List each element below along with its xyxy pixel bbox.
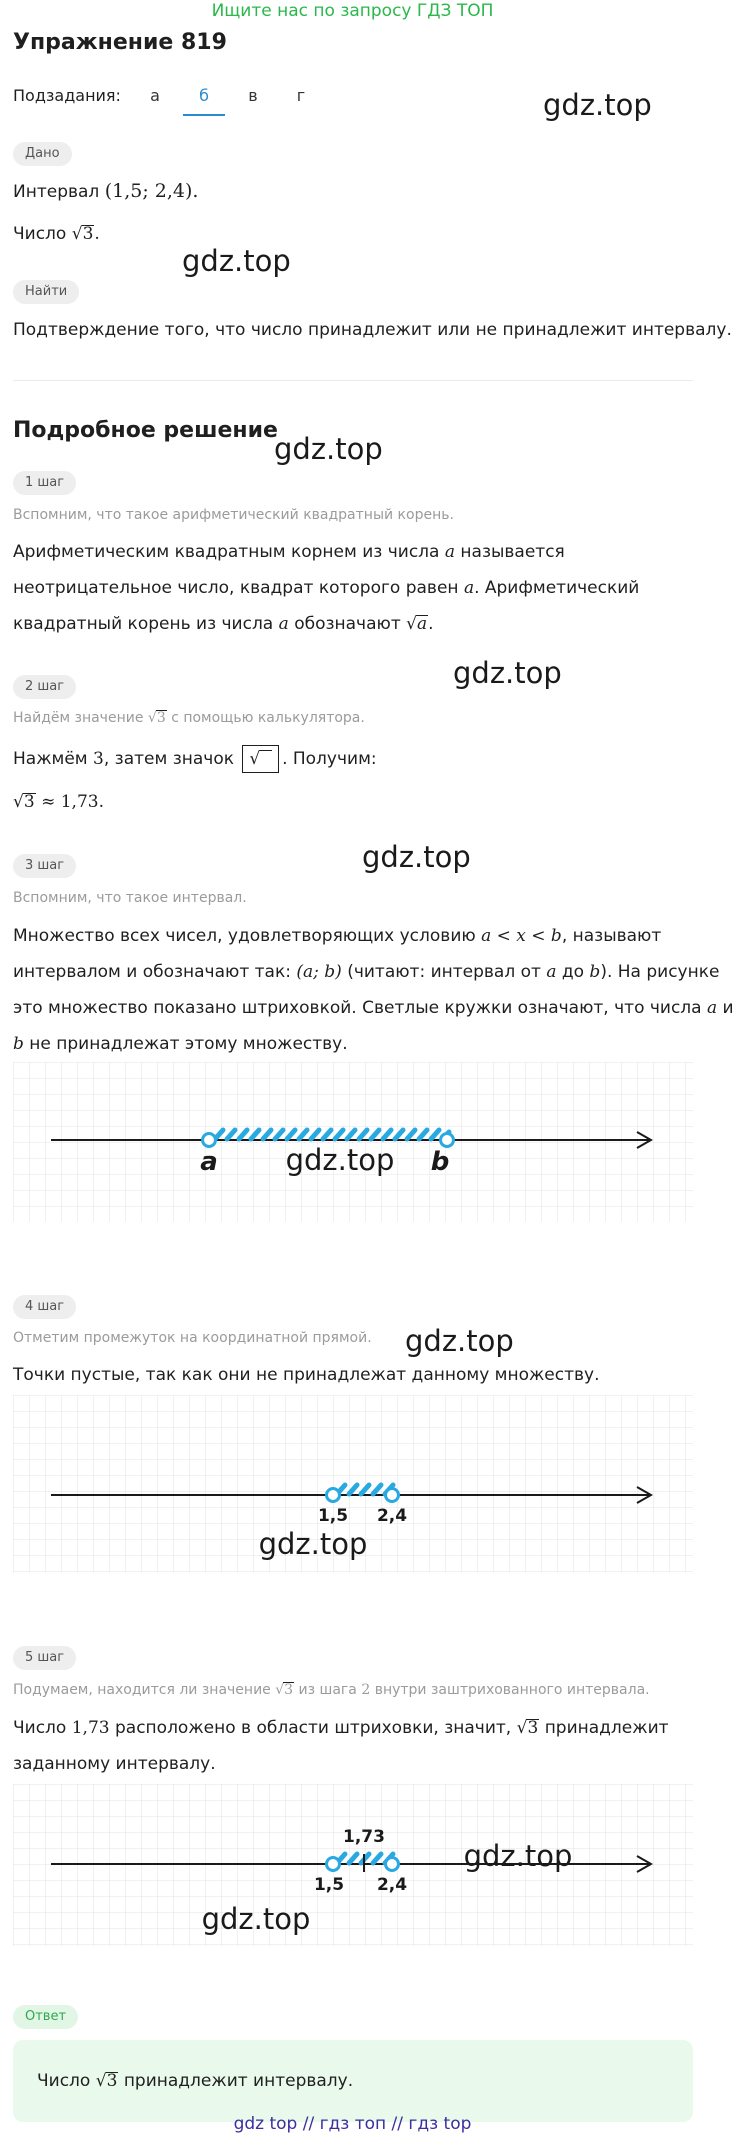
watermark: gdz.top	[463, 1839, 573, 1873]
label-24: 2,4	[376, 1875, 408, 1895]
tab-v[interactable]: в	[248, 86, 258, 105]
answer-badge: Ответ	[13, 2005, 78, 2029]
step5-line: Число 1,73 расположено в области штриховки, значит, √3 принадлежит	[13, 1718, 669, 1738]
open-point-b	[441, 1134, 454, 1147]
step3-badge: 3 шаг	[13, 854, 76, 878]
step2-result: √3 ≈ 1,73.	[13, 792, 104, 812]
open-point-a	[203, 1134, 216, 1147]
interval-figure-15-24	[13, 1395, 693, 1573]
exercise-title: Упражнение 819	[13, 30, 227, 55]
step1-line: Арифметическим квадратным корнем из числа a называется	[13, 542, 565, 562]
open-point-24	[386, 1858, 399, 1871]
open-point-24	[386, 1489, 399, 1502]
step3-line: интервалом и обозначают так: (a; b) (читают: интервал от a до b). На рисунке	[13, 962, 720, 982]
sqrt-key-icon: √	[242, 745, 279, 773]
watermark: gdz.top	[274, 432, 383, 466]
step3-line: b не принадлежат этому множеству.	[13, 1034, 348, 1054]
label-15: 1,5	[313, 1875, 345, 1895]
divider	[13, 380, 693, 381]
open-point-15	[327, 1489, 340, 1502]
watermark: gdz.top	[285, 1143, 395, 1177]
given-badge: Дано	[13, 142, 72, 166]
subtasks-label: Подзадания:	[13, 86, 121, 105]
step3-line: это множество показано штриховкой. Светлые кружки означают, что числа a и	[13, 998, 734, 1018]
step4-text: Точки пустые, так как они не принадлежат данному множеству.	[13, 1365, 600, 1385]
open-point-15	[327, 1858, 340, 1871]
tab-g[interactable]: г	[296, 86, 306, 105]
step2-badge: 2 шаг	[13, 675, 76, 699]
step5-hint: Подумаем, находится ли значение √3 из шага 2 внутри заштрихованного интервала.	[13, 1682, 650, 1698]
step4-badge: 4 шаг	[13, 1295, 76, 1319]
step5-line: заданному интервалу.	[13, 1754, 216, 1774]
step5-badge: 5 шаг	[13, 1646, 76, 1670]
find-text: Подтверждение того, что число принадлежит или не принадлежит интервалу.	[13, 320, 732, 340]
label-15: 1,5	[317, 1506, 349, 1526]
step2-line: Нажмём 3, затем значок √ . Получим:	[13, 745, 377, 773]
watermark: gdz.top	[362, 840, 471, 874]
label-a: a	[200, 1147, 218, 1177]
label-24: 2,4	[376, 1506, 408, 1526]
interval-figure-ab	[13, 1062, 693, 1222]
interval-figure-sqrt3	[13, 1784, 693, 1946]
step3-hint: Вспомним, что такое интервал.	[13, 890, 247, 906]
step3-line: Множество всех чисел, удовлетворяющих условию a < x < b, называют	[13, 926, 662, 946]
step1-hint: Вспомним, что такое арифметический квадратный корень.	[13, 507, 454, 523]
step1-line: неотрицательное число, квадрат которого равен a. Арифметический	[13, 578, 640, 598]
watermark: gdz.top	[182, 244, 291, 278]
label-b: b	[430, 1147, 450, 1177]
given-interval: Интервал (1,5; 2,4).	[13, 180, 199, 202]
promo-banner[interactable]: Ищите нас по запросу ГДЗ ТОП	[211, 1, 494, 21]
watermark: gdz.top	[453, 656, 562, 690]
answer-text: Число √3 принадлежит интервалу.	[37, 2071, 354, 2091]
step4-hint: Отметим промежуток на координатной прямой.	[13, 1330, 372, 1346]
watermark: gdz.top	[201, 1902, 311, 1936]
active-tab-indicator	[183, 114, 225, 116]
step1-badge: 1 шаг	[13, 471, 76, 495]
find-badge: Найти	[13, 280, 79, 304]
step1-line: квадратный корень из числа a обозначают √a.	[13, 614, 434, 634]
step2-hint: Найдём значение √3 с помощью калькулятора.	[13, 710, 365, 726]
given-number: Число √3.	[13, 224, 100, 244]
label-173: 1,73	[343, 1827, 385, 1847]
watermark: gdz.top	[543, 88, 652, 122]
grid-background	[13, 1062, 693, 1222]
solution-title: Подробное решение	[13, 418, 278, 443]
tab-b[interactable]: б	[199, 86, 209, 105]
watermark: gdz.top	[258, 1527, 368, 1561]
footer-links[interactable]: gdz top // гдз топ // гдз top	[233, 2114, 472, 2134]
tab-a[interactable]: а	[150, 86, 160, 105]
watermark: gdz.top	[405, 1324, 514, 1358]
